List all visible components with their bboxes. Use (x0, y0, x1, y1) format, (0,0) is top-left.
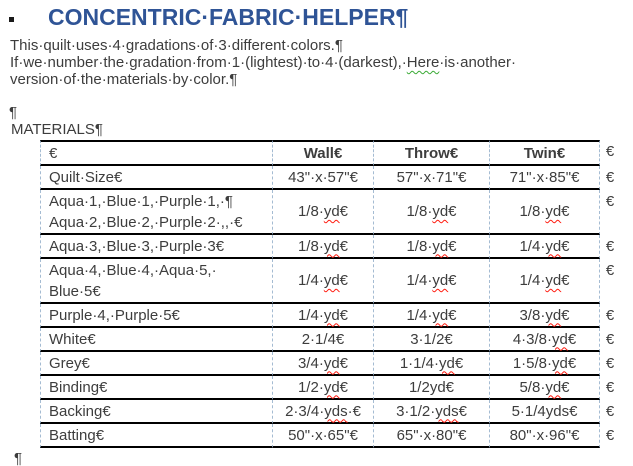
row-label-cell[interactable] (40, 166, 272, 190)
text-run: Twin€ (523, 144, 566, 162)
table-row (40, 259, 620, 304)
materials-heading[interactable]: MATERIALS¶ (11, 121, 103, 138)
end-of-row-marker: € (605, 379, 615, 396)
row-label-cell[interactable] (40, 376, 272, 400)
text-run: 1·1/4· (399, 354, 439, 372)
table-row (40, 352, 620, 376)
label-line (49, 353, 272, 374)
empty-paragraph-mark[interactable]: ¶ (9, 104, 18, 121)
text-run: € (561, 378, 570, 396)
value-cell[interactable] (489, 376, 600, 400)
text-run: Grey€ (49, 354, 90, 372)
text-run: 1/8· (297, 203, 324, 220)
text-run: yd (432, 306, 449, 324)
text-run: Aqua·2,·Blue·2,·Purple·2·,,·€ (49, 213, 243, 231)
end-of-row-marker: € (605, 193, 615, 210)
final-paragraph-mark[interactable]: ¶ (14, 450, 23, 466)
table-row (40, 424, 620, 448)
text-run: yd (323, 237, 340, 255)
end-of-row-marker: € (605, 355, 615, 372)
text-run: € (339, 354, 349, 372)
row-label-cell[interactable] (40, 190, 272, 235)
header-cell[interactable] (40, 140, 272, 166)
text-run: yd (432, 237, 449, 255)
text-run: yd (545, 306, 562, 324)
header-cell[interactable] (373, 140, 489, 166)
text-run: € (339, 306, 349, 324)
text-run: € (448, 306, 457, 324)
header-cell[interactable] (489, 140, 600, 166)
text-run: 1/4· (297, 272, 324, 289)
value-cell[interactable] (373, 304, 489, 328)
table-row (40, 166, 620, 190)
text-run: € (561, 203, 570, 220)
value-cell[interactable] (489, 235, 600, 259)
text-run: 2·3/4· (285, 402, 325, 420)
heading-bullet-marker (9, 17, 14, 22)
text-run: 43"·x·57"€ (288, 168, 358, 186)
text-run: 1/8· (406, 203, 433, 220)
text-run: yd (545, 203, 562, 220)
text-run: Binding€ (49, 378, 108, 396)
table-row (40, 190, 620, 235)
text-run: Purple·4,·Purple·5€ (49, 306, 180, 324)
intro-paragraph-2-line1[interactable] (10, 54, 633, 71)
text-run: € (458, 402, 467, 420)
text-run: € (339, 272, 349, 289)
text-run: yd (323, 354, 340, 372)
text-run: 5/8· (519, 378, 546, 396)
table-row (40, 328, 620, 352)
value-cell[interactable] (489, 328, 600, 352)
value-cell[interactable] (489, 424, 600, 448)
text-run: yd (545, 378, 562, 396)
table-row (40, 304, 620, 328)
value-cell[interactable] (272, 259, 373, 304)
label-line (49, 236, 272, 257)
text-run: 1/4· (297, 306, 324, 324)
text-run: Blue·5€ (49, 282, 101, 300)
text-run: € (448, 237, 457, 255)
text-run: € (49, 144, 58, 162)
value-cell[interactable] (373, 190, 489, 235)
text-run: 3/8· (519, 306, 546, 324)
paragraph-text: ·is·another· (439, 54, 516, 71)
end-of-row-marker: € (605, 427, 615, 444)
row-label-cell[interactable] (40, 424, 272, 448)
text-run: 1/2yd€ (408, 378, 455, 396)
text-run: 1/8· (406, 237, 433, 255)
text-run: yd (545, 237, 562, 255)
value-cell[interactable] (272, 304, 373, 328)
value-cell[interactable] (373, 259, 489, 304)
text-run: yd (323, 272, 340, 289)
text-run: 50"·x·65"€ (288, 426, 358, 444)
text-run: 1/4· (406, 272, 433, 289)
value-cell[interactable] (272, 235, 373, 259)
text-run: 57"·x·71"€ (396, 168, 467, 186)
end-of-row-marker: € (605, 331, 615, 348)
page-title[interactable]: CONCENTRIC·FABRIC·HELPER¶ (48, 4, 409, 30)
text-run: Aqua·1,·Blue·1,·Purple·1,·¶ (49, 192, 233, 210)
end-of-row-marker: € (605, 307, 615, 324)
end-of-row-marker: € (605, 403, 615, 420)
text-run: yd (323, 203, 340, 220)
text-run: € (448, 203, 457, 220)
value-cell[interactable] (489, 190, 600, 235)
text-run: Backing€ (49, 402, 111, 420)
value-cell[interactable] (272, 190, 373, 235)
paragraph-text: If·we·number·the·gradation·from·1·(lightest)·to·4·(darkest),· (10, 54, 407, 71)
row-label-cell[interactable] (40, 235, 272, 259)
value-cell[interactable] (489, 259, 600, 304)
label-line (49, 260, 272, 281)
text-run: Wall€ (303, 144, 343, 162)
row-label-cell[interactable] (40, 304, 272, 328)
end-of-row-marker: € (605, 143, 615, 160)
text-run: 1/8· (519, 203, 546, 220)
row-label-cell[interactable] (40, 328, 272, 352)
value-cell[interactable] (373, 166, 489, 190)
text-run: Batting€ (49, 426, 105, 444)
text-run: € (561, 272, 570, 289)
value-cell[interactable] (489, 400, 600, 424)
label-line (49, 305, 272, 326)
text-run: yds (324, 402, 348, 420)
value-cell[interactable] (489, 304, 600, 328)
label-line (49, 329, 272, 350)
value-cell[interactable] (272, 400, 373, 424)
text-run: € (448, 272, 457, 289)
label-line (49, 167, 272, 188)
text-run: 4·3/8· (512, 330, 552, 348)
text-run: yd (323, 306, 340, 324)
text-run: € (339, 237, 349, 255)
label-line (49, 377, 272, 398)
text-run: 5·1/4yds€ (511, 402, 578, 420)
text-run: 3·1/2· (396, 402, 436, 420)
text-run: € (339, 203, 349, 220)
text-run: 1/4· (519, 272, 546, 289)
text-run: yd (432, 272, 449, 289)
end-of-row-marker: € (605, 262, 615, 279)
text-run: yd (323, 378, 340, 396)
grammar-flagged-word: Here (406, 54, 440, 71)
value-cell[interactable] (272, 424, 373, 448)
text-run: 71"·x·85"€ (509, 168, 580, 186)
row-label-cell[interactable] (40, 400, 272, 424)
text-run: Throw€ (404, 144, 459, 162)
text-run: White€ (49, 330, 96, 348)
text-run: yds (435, 402, 459, 420)
text-run: 80"·x·96"€ (509, 426, 580, 444)
text-run: € (567, 354, 577, 372)
text-run: yd (545, 272, 562, 289)
table-header-row (40, 140, 620, 166)
text-run: 1/4· (406, 306, 433, 324)
value-cell[interactable] (373, 352, 489, 376)
text-run: 1/4· (519, 237, 546, 255)
text-run: € (561, 237, 570, 255)
text-run: yd (552, 354, 568, 372)
text-run: yd (439, 354, 455, 372)
text-run: Quilt·Size€ (49, 168, 123, 186)
text-run: € (567, 330, 577, 348)
text-run: 1·5/8· (512, 354, 552, 372)
text-run: 1/2· (297, 378, 324, 396)
text-run: yd (552, 330, 568, 348)
text-run: 65"·x·80"€ (396, 426, 467, 444)
row-label-cell[interactable] (40, 259, 272, 304)
label-line (49, 401, 272, 422)
value-cell[interactable] (373, 400, 489, 424)
value-cell[interactable] (489, 352, 600, 376)
label-line (49, 212, 272, 233)
value-cell[interactable] (373, 376, 489, 400)
value-cell[interactable] (272, 352, 373, 376)
text-run: 2·1/4€ (301, 330, 345, 348)
end-of-row-marker: € (605, 238, 615, 255)
row-label-cell[interactable] (40, 352, 272, 376)
table-row (40, 400, 620, 424)
text-run: € (454, 354, 464, 372)
text-run: 3·1/2€ (410, 330, 453, 348)
label-line (49, 425, 272, 446)
table-row (40, 235, 620, 259)
text-run: 3/4· (297, 354, 324, 372)
label-line (49, 191, 272, 212)
text-run: € (561, 306, 570, 324)
table-row (40, 376, 620, 400)
value-cell[interactable] (489, 166, 600, 190)
header-cell[interactable] (272, 140, 373, 166)
label-line (49, 281, 272, 302)
text-run: € (339, 378, 349, 396)
value-cell[interactable] (373, 235, 489, 259)
value-cell[interactable] (272, 376, 373, 400)
text-run: 1/8· (297, 237, 324, 255)
value-cell[interactable] (373, 424, 489, 448)
text-run: ·€ (347, 402, 361, 420)
value-cell[interactable] (272, 166, 373, 190)
value-cell[interactable] (272, 328, 373, 352)
text-run: Aqua·4,·Blue·4,·Aqua·5,· (49, 261, 217, 279)
materials-table[interactable] (40, 140, 620, 448)
intro-paragraph-2-line2[interactable]: version·of·the·materials·by·color.¶ (10, 71, 238, 88)
value-cell[interactable] (373, 328, 489, 352)
text-run: yd (432, 203, 449, 220)
end-of-row-marker: € (605, 169, 615, 186)
intro-paragraph-1[interactable]: This·quilt·uses·4·gradations·of·3·different·colors.¶ (10, 37, 343, 54)
text-run: Aqua·3,·Blue·3,·Purple·3€ (49, 237, 225, 255)
